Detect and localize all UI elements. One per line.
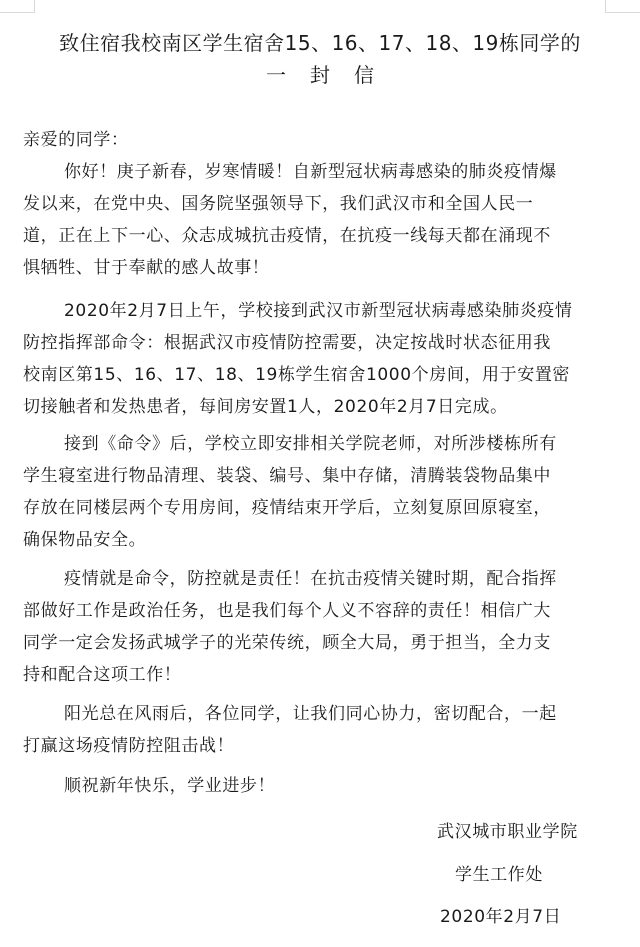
page-corner-mark-left: [0, 0, 35, 13]
paragraph-line: 阳光总在风雨后，各位同学，让我们同心协力，密切配合，一起: [64, 704, 557, 724]
paragraph-arrangement: [23, 428, 613, 556]
paragraph-line: 存放在同楼层两个专用房间，疫情结束开学后，立刻复原回原寝室，: [23, 498, 551, 518]
paragraph-wishes: [23, 770, 613, 802]
page-corner-mark-right: [605, 0, 640, 13]
paragraph-line: 持和配合这项工作！: [23, 665, 182, 685]
paragraph-line: 接到《命令》后，学校立即安排相关学院老师，对所涉楼栋所有: [64, 434, 557, 454]
letter-title-line-2: 一封信: [266, 63, 398, 87]
paragraph-line: 打赢这场疫情防控阻击战！: [23, 736, 235, 756]
paragraph-line: 顺祝新年快乐，学业进步！: [64, 776, 276, 796]
signature-department: 学生工作处: [455, 865, 543, 885]
paragraph-greeting: [23, 156, 613, 284]
salutation: 亲爱的同学：: [23, 130, 129, 150]
paragraph-line: 发以来，在党中央、国务院坚强领导下，我们武汉市和全国人民一: [23, 194, 534, 214]
paragraph-line: 防控指挥部命令：根据武汉市疫情防控需要，决定按战时状态征用我: [23, 333, 551, 353]
paragraph-line: 确保物品安全。: [23, 530, 147, 550]
paragraph-line: 部做好工作是政治任务，也是我们每个人义不容辞的责任！相信广大: [23, 601, 551, 621]
paragraph-responsibility: [23, 563, 613, 691]
paragraph-line: 惧牺牲、甘于奉献的感人故事！: [23, 258, 270, 278]
paragraph-line: 道，正在上下一心、众志成城抗击疫情，在抗疫一线每天都在涌现不: [23, 226, 551, 246]
paragraph-line: 同学一定会发扬武城学子的光荣传统，顾全大局，勇于担当，全力支: [23, 633, 551, 653]
paragraph-line: 学生寝室进行物品清理、装袋、编号、集中存储，清腾装袋物品集中: [23, 466, 551, 486]
paragraph-line: 2020年2月7日上午，学校接到武汉市新型冠状病毒感染肺炎疫情: [64, 301, 573, 321]
signature-date: 2020年2月7日: [440, 907, 562, 927]
paragraph-line: 校南区第15、16、17、18、19栋学生宿舍1000个房间，用于安置密: [23, 365, 571, 385]
paragraph-line: 切接触者和发热患者，每间房安置1人，2020年2月7日完成。: [23, 397, 508, 417]
signature-school: 武汉城市职业学院: [437, 822, 578, 842]
paragraph-order: [23, 295, 613, 423]
paragraph-encouragement: [23, 698, 613, 762]
letter-title-line-1: 致住宿我校南区学生宿舍15、16、17、18、19栋同学的: [59, 31, 581, 55]
paragraph-line: 疫情就是命令，防控就是责任！在抗击疫情关键时期，配合指挥: [64, 569, 557, 589]
paragraph-line: 你好！庚子新春，岁寒情暖！自新型冠状病毒感染的肺炎疫情爆: [64, 162, 557, 182]
